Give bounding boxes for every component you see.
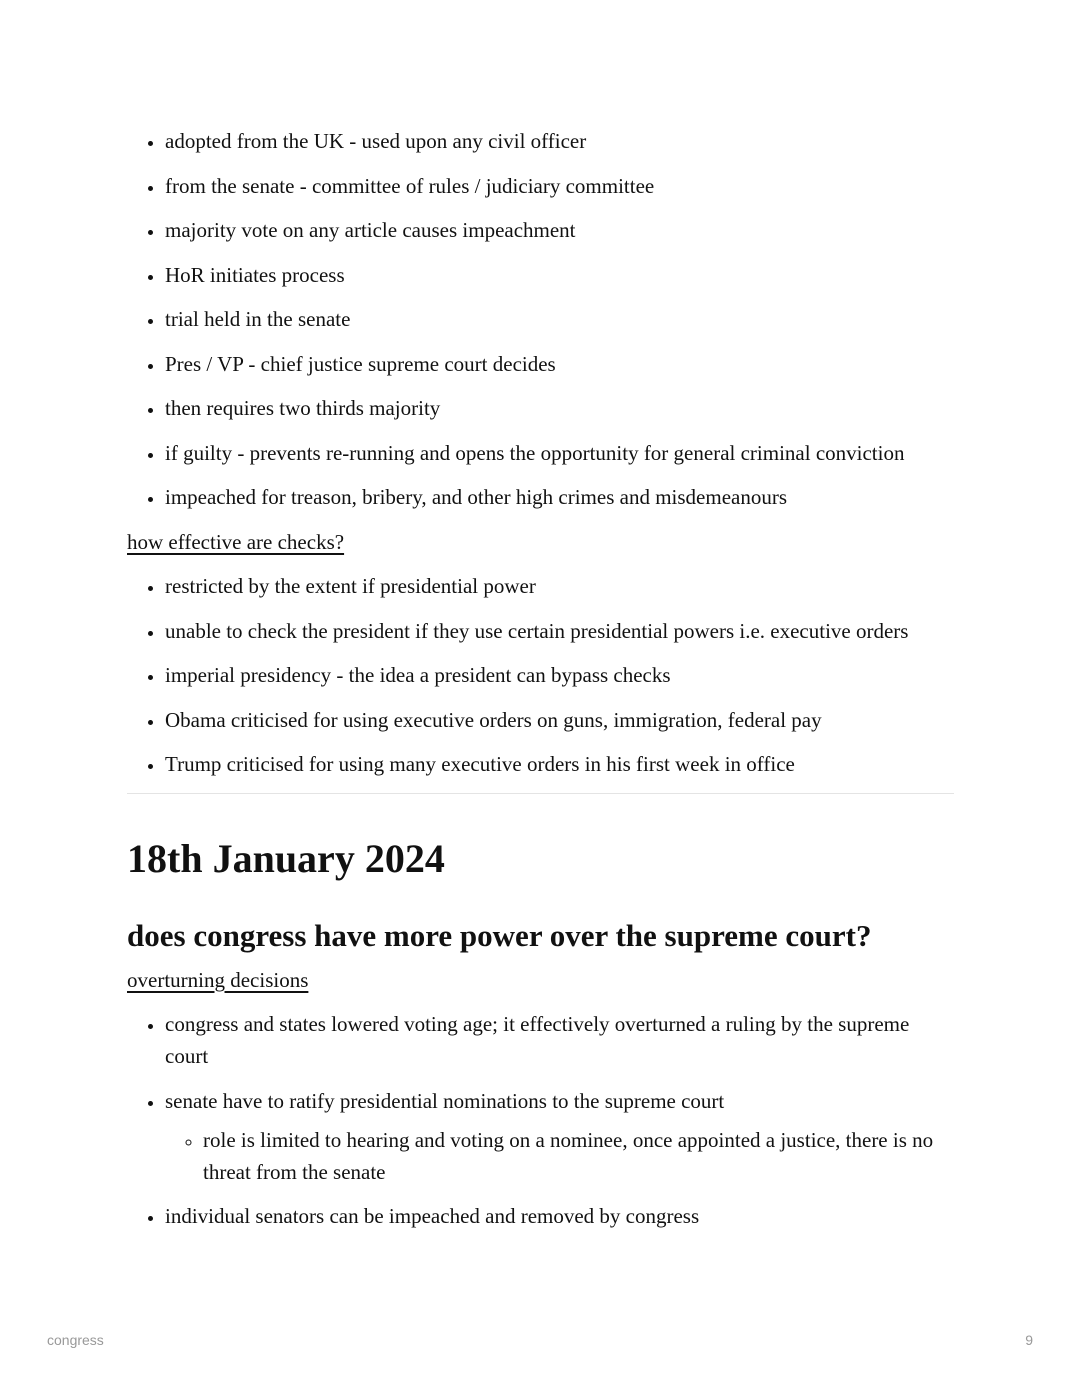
list-item-text: senate have to ratify presidential nominations to the supreme court [165,1088,725,1113]
list-item-text: individual senators can be impeached and removed by congress [165,1204,700,1228]
list-item: • HoR initiates process [165,259,957,291]
overturning-list [127,1008,957,1232]
footer-page-number: 9 [1025,1332,1033,1348]
list-item: • Obama criticised for using executive orders on guns, immigration, federal pay [165,704,957,736]
list-item-text: congress and states lowered voting age; it effectively overturned a ruling by the supreme court [165,1012,910,1068]
overturning-subheading: overturning decisions [127,967,309,992]
footer-document-name: congress [47,1332,104,1348]
list-item: • if guilty - prevents re-running and opens the opportunity for general criminal conviction [165,437,957,469]
list-item: • from the senate - committee of rules / judiciary committee [165,170,957,202]
list-item [165,1008,957,1072]
date-heading: 18th January 2024 [127,835,445,881]
list-item: • adopted from the UK - used upon any civil officer [165,125,957,157]
list-item: • unable to check the president if they use certain presidential powers i.e. executive orders [165,615,957,647]
question-heading: does congress have more power over the supreme court? [127,917,872,953]
list-item: • restricted by the extent if presidential power [165,570,957,602]
list-item: • imperial presidency - the idea a president can bypass checks [165,659,957,691]
list-item: • Trump criticised for using many executive orders in his first week in office [165,748,957,780]
list-item: • impeached for treason, bribery, and other high crimes and misdemeanours [165,481,957,513]
page-content [127,125,957,1245]
list-item: • trial held in the senate [165,303,957,335]
checks-list [127,570,957,780]
list-item [165,1200,957,1232]
list-item: • Pres / VP - chief justice supreme court decides [165,348,957,380]
checks-subheading: how effective are checks? [127,529,345,554]
list-item [165,1085,957,1188]
impeachment-list [127,125,957,513]
list-item: • majority vote on any article causes impeachment [165,214,957,246]
nested-list-item: ◦ role is limited to hearing and voting on a nominee, once appointed a justice, there is no threat from the senate [203,1124,957,1188]
section-divider [127,793,954,794]
list-item: • then requires two thirds majority [165,392,957,424]
nested-list [165,1124,957,1188]
